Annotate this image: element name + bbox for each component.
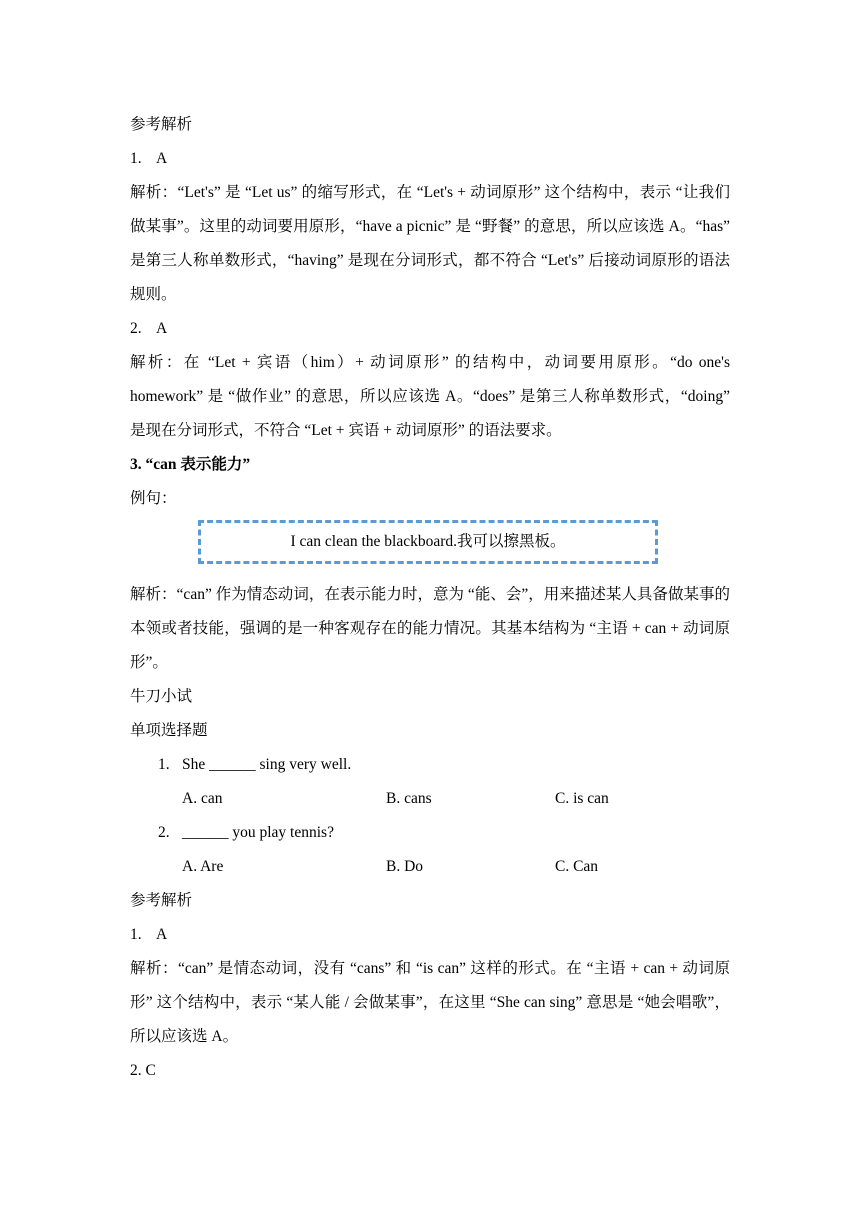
option-c: C. Can <box>555 858 599 875</box>
answer-value: A <box>156 150 168 167</box>
practice-answer-1 <box>130 918 730 952</box>
practice-heading: 牛刀小试 <box>130 688 193 705</box>
example-sentence-box <box>198 520 658 564</box>
option-b: B. Do <box>386 858 424 875</box>
question-number: 2. <box>158 824 170 841</box>
answer-2-explanation: 解析：在 “Let + 宾语（him）+ 动词原形” 的结构中，动词要用原形。“do one's homework” 是 “做作业” 的意思，所以应该选 A。“does” 是第三人称单数形式，“doing” 是现在分词形式，不符合 “Let + 宾语 + 动词原形” 的语法要求。 <box>130 354 730 439</box>
question-type-label: 单项选择题 <box>130 722 208 739</box>
answer-1 <box>130 142 730 176</box>
answer-2 <box>130 312 730 346</box>
practice-answer-2: 2. C <box>130 1062 156 1079</box>
option-b: B. cans <box>386 790 432 807</box>
document-page <box>130 108 730 1088</box>
example-sentence: I can clean the blackboard.我可以擦黑板。 <box>290 533 566 550</box>
section-heading-can-ability: 3. “can 表示能力” <box>130 456 251 473</box>
practice-answer-1-explanation: 解析：“can” 是情态动词，没有 “cans” 和 “is can” 这样的形式。在 “主语 + can + 动词原形” 这个结构中，表示 “某人能 / 会做某事”，在这里 “She can sing” 意思是 “她会唱歌”，所以应该选 A。 <box>130 960 730 1045</box>
answer-1-explanation: 解析：“Let's” 是 “Let us” 的缩写形式，在 “Let's + 动词原形” 这个结构中，表示 “让我们做某事”。这里的动词要用原形，“have a picnic” 是 “野餐” 的意思，所以应该选 A。“has” 是第三人称单数形式，“having” 是现在分词形式，都不符合 “Let's” 后接动词原形的语法规则。 <box>130 184 730 303</box>
example-label: 例句： <box>130 490 177 507</box>
question-1 <box>130 748 730 782</box>
option-c: C. is can <box>555 790 609 807</box>
answer-value: A <box>156 926 168 943</box>
answer-value: A <box>156 320 168 337</box>
question-text: She ______ sing very well. <box>182 756 352 773</box>
option-a: A. Are <box>182 858 224 875</box>
can-explanation: 解析：“can” 作为情态动词，在表示能力时，意为 “能、会”，用来描述某人具备做某事的本领或者技能，强调的是一种客观存在的能力情况。其基本结构为 “主语 + can + 动词原形”。 <box>130 586 730 671</box>
answer-number: 2. <box>130 320 142 337</box>
question-number: 1. <box>158 756 170 773</box>
option-a: A. can <box>182 790 223 807</box>
question-1-options <box>130 782 730 816</box>
answer-number: 1. <box>130 926 142 943</box>
question-2-options <box>130 850 730 884</box>
reference-analysis-heading-2: 参考解析 <box>130 892 193 909</box>
reference-analysis-heading: 参考解析 <box>130 116 193 133</box>
question-text: ______ you play tennis? <box>182 824 334 841</box>
question-2 <box>130 816 730 850</box>
answer-number: 1. <box>130 150 142 167</box>
